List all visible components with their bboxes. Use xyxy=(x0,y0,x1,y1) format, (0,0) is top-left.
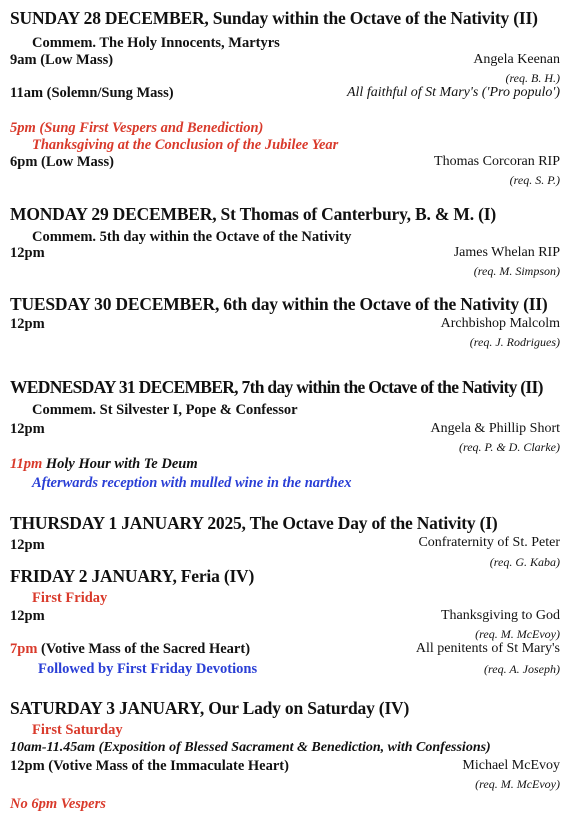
requester-wednesday-12pm: (req. P. & D. Clarke) xyxy=(459,440,560,454)
commemoration-sunday: Commem. The Holy Innocents, Martyrs xyxy=(32,35,280,51)
votive-sacred-heart-label: (Votive Mass of the Sacred Heart) xyxy=(37,641,251,657)
time-sunday-6pm: 6pm (Low Mass) xyxy=(10,154,114,170)
requester-friday-7pm: (req. A. Joseph) xyxy=(484,662,560,676)
commemoration-wednesday: Commem. St Silvester I, Pope & Confessor xyxy=(32,402,298,418)
requester-sunday-9am: (req. B. H.) xyxy=(505,71,560,85)
commemoration-monday: Commem. 5th day within the Octave of the Nativity xyxy=(32,229,352,245)
day-heading-friday: FRIDAY 2 JANUARY, Feria (IV) xyxy=(10,566,255,586)
requester-saturday-12pm: (req. M. McEvoy) xyxy=(475,777,560,791)
day-heading-tuesday: TUESDAY 30 DECEMBER, 6th day within the Octave of the Nativity (II) xyxy=(10,294,548,314)
intention-sunday-9am: Angela Keenan xyxy=(473,52,560,67)
intention-friday-7pm: All penitents of St Mary's xyxy=(415,641,560,656)
intention-tuesday-12pm: Archbishop Malcolm xyxy=(440,316,560,331)
holy-hour-label: Holy Hour with Te Deum xyxy=(42,456,198,472)
time-sunday-11am: 11am (Solemn/Sung Mass) xyxy=(10,85,174,101)
note-reception-narthex: Afterwards reception with mulled wine in the narthex xyxy=(32,475,352,491)
requester-thursday-12pm: (req. G. Kaba) xyxy=(489,555,560,569)
time-sunday-5pm: 5pm (Sung First Vespers and Benediction) xyxy=(10,120,264,136)
time-monday-12pm: 12pm xyxy=(10,245,45,261)
requester-tuesday-12pm: (req. J. Rodrigues) xyxy=(469,335,560,349)
label-first-friday: First Friday xyxy=(32,590,108,606)
note-exposition-confessions: 10am-11.45am (Exposition of Blessed Sacrament & Benediction, with Confessions) xyxy=(10,740,491,755)
time-saturday-12pm: 12pm (Votive Mass of the Immaculate Heart) xyxy=(10,758,289,774)
intention-friday-12pm: Thanksgiving to God xyxy=(441,608,560,623)
time-7pm-red: 7pm xyxy=(10,641,38,657)
time-sunday-9am: 9am (Low Mass) xyxy=(10,52,114,68)
intention-monday-12pm: James Whelan RIP xyxy=(453,245,560,260)
note-no-vespers: No 6pm Vespers xyxy=(10,796,106,812)
day-heading-wednesday: WEDNESDAY 31 DECEMBER, 7th day within the Octave of the Nativity (II) xyxy=(10,377,543,397)
time-thursday-12pm: 12pm xyxy=(10,537,45,553)
requester-friday-12pm: (req. M. McEvoy) xyxy=(475,627,560,641)
note-first-friday-devotions: Followed by First Friday Devotions xyxy=(38,661,258,677)
intention-saturday-12pm: Michael McEvoy xyxy=(462,758,560,773)
time-tuesday-12pm: 12pm xyxy=(10,316,45,332)
intention-wednesday-12pm: Angela & Phillip Short xyxy=(430,421,560,436)
time-friday-12pm: 12pm xyxy=(10,608,45,624)
requester-sunday-6pm: (req. S. P.) xyxy=(509,173,560,187)
time-wednesday-holy-hour xyxy=(10,457,198,472)
intention-sunday-6pm: Thomas Corcoran RIP xyxy=(434,154,560,169)
label-first-saturday: First Saturday xyxy=(32,722,123,738)
time-friday-7pm xyxy=(10,642,250,657)
day-heading-thursday: THURSDAY 1 JANUARY 2025, The Octave Day of the Nativity (I) xyxy=(10,513,498,533)
time-wednesday-12pm: 12pm xyxy=(10,421,45,437)
requester-monday-12pm: (req. M. Simpson) xyxy=(473,264,560,278)
time-11pm-red: 11pm xyxy=(10,456,43,472)
intention-sunday-11am: All faithful of St Mary's ('Pro populo') xyxy=(346,85,560,100)
note-jubilee-thanksgiving: Thanksgiving at the Conclusion of the Jubilee Year xyxy=(32,137,339,153)
day-heading-monday: MONDAY 29 DECEMBER, St Thomas of Canterbury, B. & M. (I) xyxy=(10,204,496,224)
day-heading-saturday: SATURDAY 3 JANUARY, Our Lady on Saturday (IV) xyxy=(10,698,410,718)
intention-thursday-12pm: Confraternity of St. Peter xyxy=(418,535,560,550)
day-heading-sunday: SUNDAY 28 DECEMBER, Sunday within the Octave of the Nativity (II) xyxy=(10,8,538,28)
